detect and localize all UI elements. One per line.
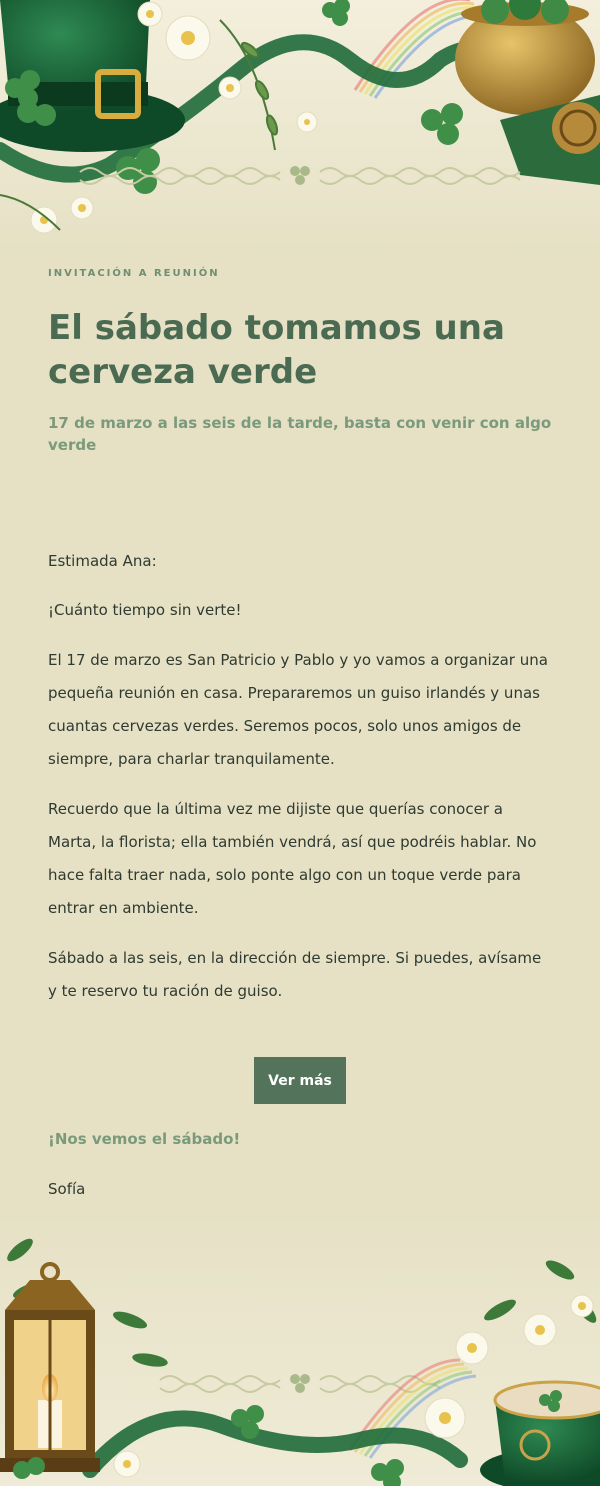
email-subhead: 17 de marzo a las seis de la tarde, basta con venir con algo verde [48, 414, 552, 454]
paragraph: El 17 de marzo es San Patricio y Pablo y yo vamos a organizar una pequeña reunión en casa. Prepararemos un guiso irlandés y unas cuantas cervezas verdes. Seremos pocos, solo unos amigos de siempre, para charlar tranquilamente. [48, 651, 548, 768]
pot-of-gold-icon [455, 0, 595, 115]
paragraph: ¡Cuánto tiempo sin verte! [48, 601, 242, 619]
paragraph: Recuerdo que la última vez me dijiste que querías conocer a Marta, la florista; ella también vendrá, así que podréis hablar. No hace falta traer nada, solo ponte algo con un toque verde para entrar en ambiente. [48, 800, 537, 917]
closing-line: ¡Nos vemos el sábado! [48, 1130, 241, 1148]
greeting: Estimada Ana: [48, 552, 157, 570]
ver-mas-button[interactable]: Ver más [254, 1057, 346, 1104]
eyebrow-label: INVITACIÓN A REUNIÓN [48, 268, 220, 279]
signature: Sofía [48, 1180, 86, 1198]
email-headline: El sábado tomamos una cerveza verde [48, 308, 505, 392]
paragraph: Sábado a las seis, en la dirección de siempre. Si puedes, avísame y te reservo tu ración de guiso. [48, 949, 542, 1000]
header-decoration [0, 0, 600, 250]
footer-decoration [0, 1210, 600, 1486]
